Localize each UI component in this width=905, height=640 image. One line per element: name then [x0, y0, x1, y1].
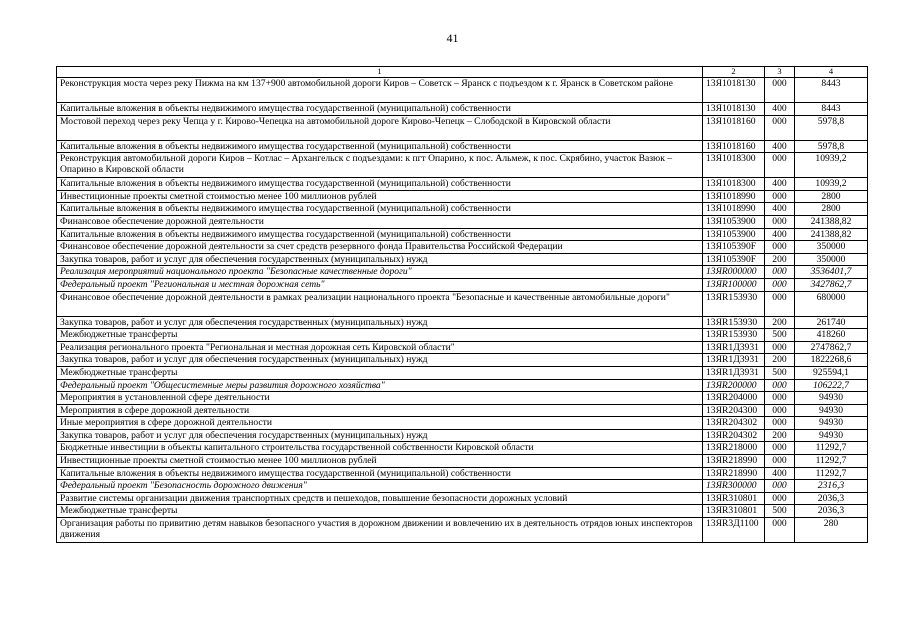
table-row: [57, 505, 868, 518]
row-code-cell: 13ЯR204000: [703, 392, 765, 405]
row-name-cell: Иные мероприятия в сфере дорожной деятельности: [57, 417, 703, 430]
row-name-cell: Финансовое обеспечение дорожной деятельности в рамках реализации национального проекта "Безопасные и качественные автомобильные дороги": [57, 291, 703, 316]
row-amount-cell: 10939,2: [795, 178, 868, 191]
row-code-cell: 13ЯR3Д1100: [703, 518, 765, 543]
row-amount-cell: 10939,2: [795, 153, 868, 178]
row-amount-cell: 11292,7: [795, 442, 868, 455]
row-code-cell: 13Я1053900: [703, 228, 765, 241]
row-code-cell: 13Я1018160: [703, 140, 765, 153]
table-row: [57, 291, 868, 316]
row-name-cell: Реконструкция моста через реку Пижма на км 137+900 автомобильной дороги Киров – Советск – Яранск с подъездом к г. Яранск в Советском районе: [57, 78, 703, 103]
row-expense-type-cell: 200: [765, 429, 795, 442]
table-row: [57, 103, 868, 116]
row-amount-cell: 94930: [795, 404, 868, 417]
row-expense-type-cell: 000: [765, 392, 795, 405]
row-expense-type-cell: 000: [765, 404, 795, 417]
row-expense-type-cell: 000: [765, 341, 795, 354]
row-expense-type-cell: 000: [765, 379, 795, 392]
row-expense-type-cell: 000: [765, 190, 795, 203]
row-code-cell: 13ЯR1Д3931: [703, 354, 765, 367]
row-expense-type-cell: 400: [765, 103, 795, 116]
row-name-cell: Федеральный проект "Региональная и местная дорожная сеть": [57, 278, 703, 291]
row-code-cell: 13ЯR218990: [703, 455, 765, 468]
row-name-cell: Федеральный проект "Общесистемные меры развития дорожного хозяйства": [57, 379, 703, 392]
row-name-cell: Закупка товаров, работ и услуг для обеспечения государственных (муниципальных) нужд: [57, 354, 703, 367]
row-code-cell: 13Я1018130: [703, 78, 765, 103]
row-code-cell: 13ЯR153930: [703, 329, 765, 342]
table-row: [57, 316, 868, 329]
row-expense-type-cell: 500: [765, 505, 795, 518]
table-row: [57, 341, 868, 354]
row-name-cell: Реализация мероприятий национального проекта "Безопасные качественные дороги": [57, 266, 703, 279]
row-expense-type-cell: 400: [765, 467, 795, 480]
table-row: [57, 366, 868, 379]
column-number-row: [57, 67, 868, 78]
row-amount-cell: 94930: [795, 429, 868, 442]
row-name-cell: Финансовое обеспечение дорожной деятельности: [57, 215, 703, 228]
table-row: [57, 392, 868, 405]
row-expense-type-cell: 000: [765, 480, 795, 493]
row-amount-cell: 2800: [795, 203, 868, 216]
row-expense-type-cell: 000: [765, 492, 795, 505]
row-amount-cell: 680000: [795, 291, 868, 316]
column-header: 2: [703, 67, 765, 78]
table-row: [57, 329, 868, 342]
table-row: [57, 266, 868, 279]
row-code-cell: 13ЯR000000: [703, 266, 765, 279]
row-amount-cell: 2800: [795, 190, 868, 203]
row-expense-type-cell: 000: [765, 78, 795, 103]
row-name-cell: Капитальные вложения в объекты недвижимого имущества государственной (муниципальной) собственности: [57, 467, 703, 480]
row-name-cell: Межбюджетные трансферты: [57, 329, 703, 342]
row-amount-cell: 94930: [795, 392, 868, 405]
row-name-cell: Реализация регионального проекта "Региональная и местная дорожная сеть Кировской области": [57, 341, 703, 354]
row-code-cell: 13Я1018160: [703, 115, 765, 140]
row-expense-type-cell: 200: [765, 354, 795, 367]
row-code-cell: 13Я105390F: [703, 241, 765, 254]
table-row: [57, 78, 868, 103]
row-expense-type-cell: 000: [765, 153, 795, 178]
table-row: [57, 140, 868, 153]
column-header: 1: [57, 67, 703, 78]
row-code-cell: 13ЯR153930: [703, 316, 765, 329]
row-expense-type-cell: 400: [765, 228, 795, 241]
row-amount-cell: 2036,3: [795, 492, 868, 505]
table-row: [57, 203, 868, 216]
row-code-cell: 13ЯR1Д3931: [703, 366, 765, 379]
row-expense-type-cell: 500: [765, 329, 795, 342]
row-name-cell: Межбюджетные трансферты: [57, 505, 703, 518]
table-row: [57, 228, 868, 241]
row-amount-cell: 925594,1: [795, 366, 868, 379]
row-name-cell: Капитальные вложения в объекты недвижимого имущества государственной (муниципальной) собственности: [57, 203, 703, 216]
table-row: [57, 115, 868, 140]
row-name-cell: Межбюджетные трансферты: [57, 366, 703, 379]
table-row: [57, 480, 868, 493]
row-amount-cell: 11292,7: [795, 455, 868, 468]
row-amount-cell: 5978,8: [795, 140, 868, 153]
table-row: [57, 442, 868, 455]
table-row: [57, 467, 868, 480]
row-code-cell: 13ЯR310801: [703, 492, 765, 505]
row-expense-type-cell: 000: [765, 518, 795, 543]
table-row: [57, 417, 868, 430]
row-expense-type-cell: 000: [765, 291, 795, 316]
row-code-cell: 13ЯR204302: [703, 429, 765, 442]
table-row: [57, 518, 868, 543]
row-name-cell: Капитальные вложения в объекты недвижимого имущества государственной (муниципальной) собственности: [57, 178, 703, 191]
row-code-cell: 13Я1018300: [703, 153, 765, 178]
row-amount-cell: 261740: [795, 316, 868, 329]
row-expense-type-cell: 000: [765, 266, 795, 279]
row-code-cell: 13ЯR218990: [703, 467, 765, 480]
budget-table: [56, 66, 868, 543]
table-row: [57, 153, 868, 178]
row-name-cell: Инвестиционные проекты сметной стоимостью менее 100 миллионов рублей: [57, 455, 703, 468]
row-name-cell: Организация работы по привитию детям навыков безопасного участия в дорожном движении и вовлечению их в деятельность отрядов юных инспекторов движения: [57, 518, 703, 543]
table-body: [57, 78, 868, 543]
column-header: 3: [765, 67, 795, 78]
row-amount-cell: 2036,3: [795, 505, 868, 518]
row-code-cell: 13ЯR100000: [703, 278, 765, 291]
row-code-cell: 13Я1018300: [703, 178, 765, 191]
row-expense-type-cell: 000: [765, 215, 795, 228]
row-code-cell: 13ЯR310801: [703, 505, 765, 518]
table-row: [57, 455, 868, 468]
row-name-cell: Мостовой переход через реку Чепца у г. Кирово-Чепецка на автомобильной дороге Кирово-Чепецк – Слободской в Кировской области: [57, 115, 703, 140]
table-row: [57, 278, 868, 291]
row-expense-type-cell: 000: [765, 442, 795, 455]
row-code-cell: 13Я1018990: [703, 203, 765, 216]
row-amount-cell: 8443: [795, 103, 868, 116]
row-amount-cell: 5978,8: [795, 115, 868, 140]
row-amount-cell: 2316,3: [795, 480, 868, 493]
row-amount-cell: 350000: [795, 253, 868, 266]
row-expense-type-cell: 200: [765, 253, 795, 266]
row-name-cell: Мероприятия в установленной сфере деятельности: [57, 392, 703, 405]
row-code-cell: 13ЯR200000: [703, 379, 765, 392]
table-row: [57, 354, 868, 367]
row-amount-cell: 8443: [795, 78, 868, 103]
row-amount-cell: 94930: [795, 417, 868, 430]
table-row: [57, 379, 868, 392]
row-code-cell: 13ЯR218000: [703, 442, 765, 455]
row-code-cell: 13ЯR1Д3931: [703, 341, 765, 354]
table-row: [57, 241, 868, 254]
row-code-cell: 13Я105390F: [703, 253, 765, 266]
table-row: [57, 404, 868, 417]
row-code-cell: 13ЯR204302: [703, 417, 765, 430]
row-expense-type-cell: 000: [765, 455, 795, 468]
table-row: [57, 215, 868, 228]
row-name-cell: Инвестиционные проекты сметной стоимостью менее 100 миллионов рублей: [57, 190, 703, 203]
row-code-cell: 13Я1018990: [703, 190, 765, 203]
row-name-cell: Закупка товаров, работ и услуг для обеспечения государственных (муниципальных) нужд: [57, 429, 703, 442]
row-name-cell: Бюджетные инвестиции в объекты капитального строительства государственной собственности Кировской области: [57, 442, 703, 455]
row-amount-cell: 106222,7: [795, 379, 868, 392]
row-name-cell: Капитальные вложения в объекты недвижимого имущества государственной (муниципальной) собственности: [57, 140, 703, 153]
row-code-cell: 13ЯR153930: [703, 291, 765, 316]
row-code-cell: 13ЯR300000: [703, 480, 765, 493]
page-number: 41: [446, 31, 459, 45]
row-expense-type-cell: 000: [765, 417, 795, 430]
row-code-cell: 13ЯR204300: [703, 404, 765, 417]
row-code-cell: 13Я1018130: [703, 103, 765, 116]
table-row: [57, 492, 868, 505]
row-expense-type-cell: 000: [765, 278, 795, 291]
row-amount-cell: 280: [795, 518, 868, 543]
row-name-cell: Федеральный проект "Безопасность дорожного движения": [57, 480, 703, 493]
row-amount-cell: 3536401,7: [795, 266, 868, 279]
row-name-cell: Закупка товаров, работ и услуг для обеспечения государственных (муниципальных) нужд: [57, 253, 703, 266]
row-expense-type-cell: 000: [765, 241, 795, 254]
row-amount-cell: 350000: [795, 241, 868, 254]
table-row: [57, 253, 868, 266]
row-amount-cell: 241388,82: [795, 215, 868, 228]
column-header: 4: [795, 67, 868, 78]
table-row: [57, 190, 868, 203]
row-expense-type-cell: 500: [765, 366, 795, 379]
row-amount-cell: 11292,7: [795, 467, 868, 480]
row-amount-cell: 3427862,7: [795, 278, 868, 291]
row-expense-type-cell: 000: [765, 115, 795, 140]
table-row: [57, 429, 868, 442]
row-name-cell: Мероприятия в сфере дорожной деятельности: [57, 404, 703, 417]
row-code-cell: 13Я1053900: [703, 215, 765, 228]
row-expense-type-cell: 400: [765, 140, 795, 153]
row-expense-type-cell: 400: [765, 178, 795, 191]
row-amount-cell: 241388,82: [795, 228, 868, 241]
row-expense-type-cell: 400: [765, 203, 795, 216]
row-name-cell: Развитие системы организации движения транспортных средств и пешеходов, повышение безопасности дорожных условий: [57, 492, 703, 505]
row-amount-cell: 1822268,6: [795, 354, 868, 367]
row-amount-cell: 418260: [795, 329, 868, 342]
row-amount-cell: 2747862,7: [795, 341, 868, 354]
row-name-cell: Капитальные вложения в объекты недвижимого имущества государственной (муниципальной) собственности: [57, 228, 703, 241]
row-name-cell: Закупка товаров, работ и услуг для обеспечения государственных (муниципальных) нужд: [57, 316, 703, 329]
row-name-cell: Реконструкция автомобильной дороги Киров – Котлас – Архангельск с подъездами: к пгт Опарино, к пос. Альмеж, к пос. Скрябино, участок Вазюк – Опарино в Кировской области: [57, 153, 703, 178]
row-expense-type-cell: 200: [765, 316, 795, 329]
table-row: [57, 178, 868, 191]
row-name-cell: Капитальные вложения в объекты недвижимого имущества государственной (муниципальной) собственности: [57, 103, 703, 116]
row-name-cell: Финансовое обеспечение дорожной деятельности за счет средств резервного фонда Правительства Российской Федерации: [57, 241, 703, 254]
